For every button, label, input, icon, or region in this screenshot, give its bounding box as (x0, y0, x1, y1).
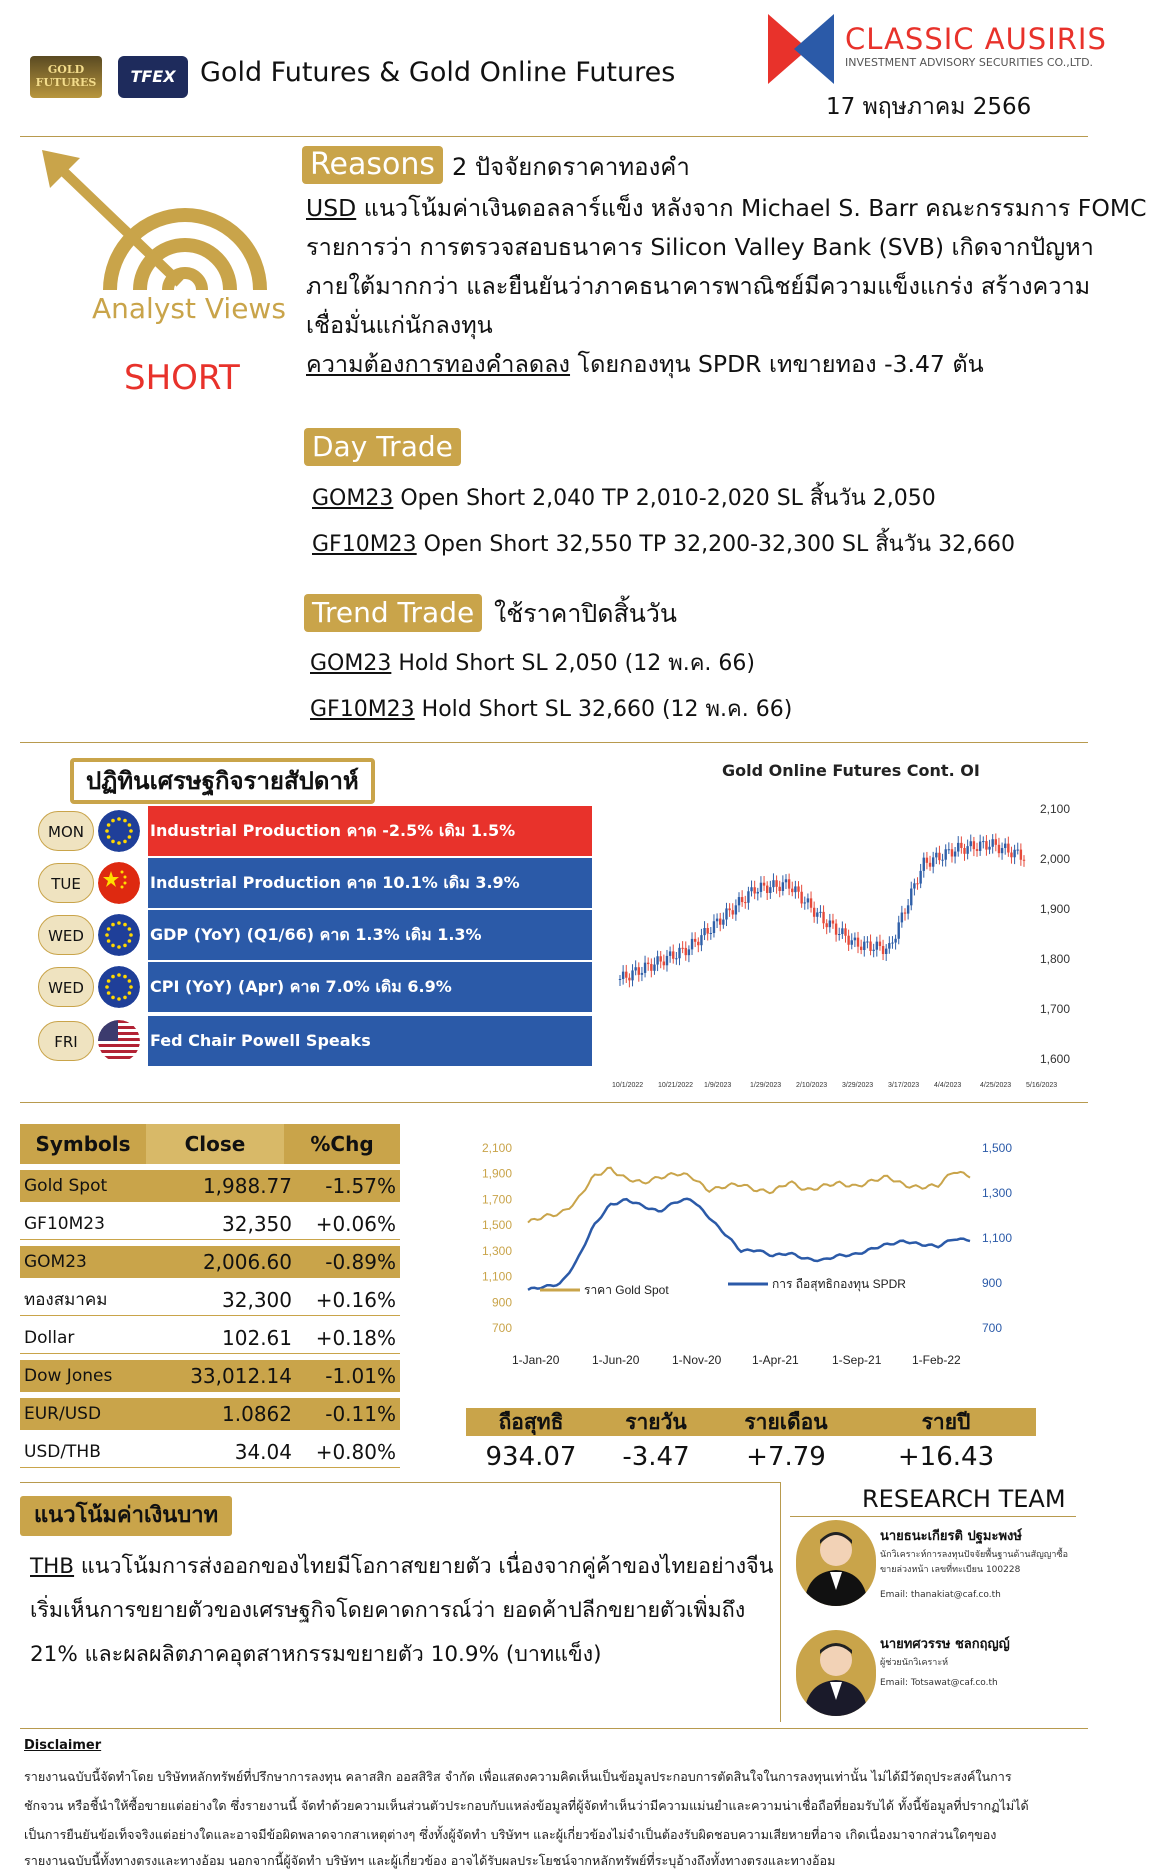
usd-reason-line-3: ภายใต้มากกว่า และยืนยันว่าภาคธนาคารพาณิชย์มีความแข็งแกร่ง สร้างความ (306, 272, 1091, 300)
symbol-close: 32,350 (222, 1212, 292, 1236)
candle-body (622, 972, 624, 979)
calendar-event: Fed Chair Powell Speaks (148, 1016, 592, 1066)
candle-body (910, 889, 912, 906)
y-tick-label: 1,700 (1040, 1002, 1071, 1016)
x-tick-label: 1/29/2023 (750, 1082, 782, 1089)
table-row (20, 1360, 400, 1392)
candle-body (753, 887, 755, 893)
symbol-name: USD/THB (24, 1442, 101, 1462)
us-flag-icon (98, 1020, 140, 1062)
candle-body (838, 934, 840, 935)
x-tick-label: 1-Apr-21 (752, 1353, 799, 1367)
candle-body (907, 905, 909, 913)
candle-body (656, 956, 658, 964)
candle-body (998, 845, 1000, 853)
candle-body (970, 841, 972, 846)
table-row (20, 1170, 400, 1202)
calendar-event: Industrial Production คาด -2.5% เดิม 1.5% (148, 806, 592, 856)
divider (20, 1482, 780, 1483)
candle-body (681, 948, 683, 949)
candle-body (935, 853, 937, 858)
candle-body (829, 920, 831, 927)
candle-body (807, 898, 809, 902)
stat-header-yearly: รายปี (921, 1410, 971, 1434)
candle-body (1017, 850, 1019, 851)
candle-body (835, 924, 837, 935)
calendar-day-label: WED (38, 915, 94, 955)
x-tick-label: 2/10/2023 (796, 1082, 828, 1089)
candle-body (710, 933, 712, 934)
candle-body (619, 979, 621, 980)
candle-body (941, 860, 943, 861)
calendar-event: Industrial Production คาด 10.1% เดิม 3.9% (148, 858, 592, 908)
candle-body (625, 972, 627, 978)
candle-body (979, 842, 981, 851)
candle-body (769, 887, 771, 893)
candle-body (960, 843, 962, 848)
x-tick-label: 1-Nov-20 (672, 1353, 722, 1367)
candle-body (738, 897, 740, 905)
y-right-tick-label: 700 (982, 1321, 1003, 1335)
candle-body (982, 841, 984, 842)
candle-body (885, 949, 887, 954)
trend-trade-label: Trend Trade (304, 594, 482, 632)
calendar-day-label: WED (38, 967, 94, 1007)
symbol-name: GF10M23 (24, 1214, 105, 1234)
y-left-tick-label: 1,500 (481, 1218, 512, 1233)
y-tick-label: 1,800 (1040, 952, 1071, 966)
candle-body (631, 970, 633, 980)
x-tick-label: 10/21/2022 (658, 1082, 694, 1089)
disclaimer-line: เป็นการยืนยันข้อเท็จจริงแต่อย่างใดและอาจมีข้อผิดพลาดจากสาเหตุต่างๆ ซึ่งทั้งผู้จัดทำ บริษัทฯ และผู้เกี่ยวข้องไม่จำเป็นต้องรับผิดชอบความเสียหายที่อาจ เกิดเนื่องมาจากส่วนใดๆของ (24, 1827, 997, 1842)
classic-ausiris-logo-icon (768, 14, 834, 84)
candle-body (879, 942, 881, 946)
candle-body (775, 880, 777, 887)
candle-body (985, 841, 987, 849)
candle-body (1001, 848, 1003, 853)
candle-body (863, 942, 865, 950)
y-left-tick-label: 900 (491, 1295, 512, 1310)
candle-body (647, 963, 649, 964)
table-row (20, 1398, 400, 1430)
candle-body (954, 852, 956, 857)
disclaimer-line: รายงานฉบับนี้จัดทำโดย บริษัทหลักทรัพย์ที่ปรึกษาการลงทุน คลาสสิก ออสสิริส จำกัด เพื่อแสดงความคิดเห็นเป็นข้อมูลประกอบการตัดสินใจในการลงทุนเท่านั้น ไม่ได้มีวัตถุประสงค์ในการ (24, 1769, 1012, 1784)
calendar-event: CPI (YoY) (Apr) คาด 7.0% เดิม 6.9% (148, 962, 592, 1012)
reasons-heading: 2 ปัจจัยกดราคาทองคำ (452, 153, 690, 181)
candle-body (700, 935, 702, 945)
candle-body (851, 940, 853, 944)
candle-body (735, 905, 737, 914)
candle-body (716, 919, 718, 922)
candle-body (951, 849, 953, 856)
eu-flag-icon (98, 810, 140, 852)
avatar (796, 1630, 876, 1716)
candle-body (669, 951, 671, 956)
candle-body (901, 913, 903, 923)
symbol-chg: -0.11% (325, 1402, 396, 1426)
candle-body (847, 936, 849, 945)
symbol-close: 34.04 (234, 1440, 292, 1464)
reasons-label: Reasons (302, 146, 443, 184)
candle-body (832, 920, 834, 923)
candle-body (722, 920, 724, 925)
stat-header-daily: รายวัน (625, 1410, 687, 1434)
candle-body (919, 871, 921, 884)
candle-body (800, 892, 802, 904)
baht-line-3: 21% และผลผลิตภาคอุตสาหกรรมขยายตัว 10.9% (บาทแข็ง) (30, 1642, 602, 1667)
day-trade-label: Day Trade (304, 428, 461, 466)
brand-name: CLASSIC AUSIRIS (845, 22, 1107, 56)
candle-body (634, 967, 636, 970)
baht-line-1: THB แนวโน้มการส่งออกของไทยมีโอกาสขยายตัว เนื่องจากคู่ค้าของไทยอย่างจีน (30, 1554, 774, 1579)
candle-body (688, 949, 690, 955)
candle-body (860, 947, 862, 950)
candle-body (973, 841, 975, 849)
symbol-chg: -1.57% (325, 1174, 396, 1198)
candle-body (650, 964, 652, 971)
divider (20, 742, 1088, 743)
candle-body (719, 919, 721, 925)
candle-body (763, 883, 765, 886)
x-tick-label: 3/29/2023 (842, 1082, 874, 1089)
usd-keyword: USD (306, 194, 357, 222)
candle-body (963, 848, 965, 854)
x-tick-label: 4/25/2023 (980, 1082, 1012, 1089)
y-left-tick-label: 1,300 (481, 1243, 512, 1258)
baht-line-2: เริ่มเห็นการขยายตัวของเศรษฐกิจโดยคาดการณ์ว่า ยอดค้าปลีกขยายตัวเพิ่มถึง (30, 1598, 746, 1623)
candle-body (797, 886, 799, 891)
stat-header-holding: ถือสุทธิ (498, 1410, 564, 1434)
candle-body (876, 942, 878, 950)
candle-body (926, 858, 928, 863)
candle-body (757, 892, 759, 894)
symbol-chg: -0.89% (325, 1250, 396, 1274)
candle-body (957, 843, 959, 852)
researcher-role: ผู้ช่วยนักวิเคราะห์ (880, 1658, 949, 1668)
candle-body (697, 942, 699, 945)
candle-body (1013, 850, 1015, 858)
stat-value-monthly: +7.79 (746, 1442, 826, 1472)
candle-body (791, 889, 793, 892)
y-tick-label: 2,000 (1040, 852, 1071, 866)
research-title-underline (790, 1516, 1076, 1517)
candle-body (945, 849, 947, 859)
calendar-title: ปฏิทินเศรษฐกิจรายสัปดาห์ (70, 758, 375, 804)
candle-body (1023, 860, 1025, 861)
baht-label: แนวโน้มค่าเงินบาท (20, 1496, 232, 1536)
candle-body (810, 898, 812, 907)
candle-body (894, 939, 896, 943)
symbols-table-header (20, 1124, 400, 1164)
candle-body (929, 863, 931, 867)
candle-body (653, 965, 655, 971)
header-close: Close (146, 1124, 284, 1164)
report-date: 17 พฤษภาคม 2566 (826, 94, 1032, 120)
disclaimer-line: ชักจวน หรือชี้นำให้ซื้อขายแต่อย่างใด ซึ่งรายงานนี้ จัดทำด้วยความเห็นส่วนตัวประกอบกับแหล่งข้อมูลที่ผู้จัดทำเห็นว่ามีความแม่นยำและความน่าเชื่อถือที่ยอมรับได้ ทั้งนี้ข้อมูลที่ปรากฏไม่ได้ (24, 1798, 1029, 1813)
oi-chart-title: Gold Online Futures Cont. OI (722, 761, 980, 780)
candle-body (663, 962, 665, 966)
header-symbols: Symbols (20, 1124, 146, 1164)
table-row (20, 1322, 400, 1354)
divider (20, 136, 1088, 137)
candle-body (991, 839, 993, 847)
candle-body (976, 849, 978, 851)
x-tick-label: 1-Sep-21 (832, 1353, 882, 1367)
symbol-chg: +0.16% (315, 1288, 396, 1312)
analyst-view-short: SHORT (124, 358, 240, 398)
candle-body (1004, 844, 1006, 848)
candle-body (675, 958, 677, 959)
x-tick-label: 10/1/2022 (612, 1082, 644, 1089)
x-tick-label: 4/4/2023 (934, 1082, 962, 1089)
stat-value-yearly: +16.43 (897, 1442, 995, 1472)
research-team-title: RESEARCH TEAM (862, 1485, 1066, 1513)
candle-body (916, 883, 918, 884)
candle-body (779, 887, 781, 891)
table-row (20, 1284, 400, 1316)
candle-body (898, 922, 900, 938)
candle-body (819, 912, 821, 913)
legend-spdr-label: การ ถือสุทธิกองทุน SPDR (772, 1277, 906, 1291)
y-tick-label: 1,600 (1040, 1052, 1071, 1066)
y-right-tick-label: 900 (982, 1276, 1003, 1290)
divider (20, 1728, 1088, 1729)
candle-body (882, 946, 884, 954)
table-row (20, 1208, 400, 1240)
candle-body (638, 967, 640, 975)
candle-body (988, 847, 990, 850)
candle-body (747, 891, 749, 902)
y-tick-label: 2,100 (1040, 802, 1071, 816)
researcher-name: นายทศวรรษ ชลกฤญญ์ (880, 1637, 1010, 1652)
candle-body (923, 858, 925, 871)
candle-body (866, 941, 868, 942)
eu-flag-icon (98, 966, 140, 1008)
trend-trade-note: ใช้ราคาปิดสิ้นวัน (494, 599, 677, 628)
calendar-day-label: MON (38, 811, 94, 851)
candle-body (750, 887, 752, 891)
candle-body (841, 928, 843, 934)
candle-body (854, 938, 856, 941)
candle-body (744, 902, 746, 903)
target-dart-icon (40, 148, 280, 298)
candle-body (844, 928, 846, 935)
candle-body (1007, 844, 1009, 853)
candle-body (888, 943, 890, 949)
y-right-tick-label: 1,100 (982, 1231, 1013, 1245)
candle-body (641, 973, 643, 975)
symbol-name: Dow Jones (24, 1366, 113, 1386)
symbol-name: EUR/USD (24, 1404, 102, 1424)
symbol-chg: -1.01% (325, 1364, 396, 1388)
y-left-tick-label: 1,100 (481, 1269, 512, 1284)
candle-body (678, 948, 680, 958)
x-tick-label: 5/16/2023 (1026, 1082, 1058, 1089)
tfex-logo: TFEX (118, 56, 188, 98)
candle-body (741, 897, 743, 902)
candle-body (694, 939, 696, 942)
spdr-chart (450, 1118, 1050, 1378)
legend-gold-label: ราคา Gold Spot (584, 1283, 669, 1297)
usd-reason-line-2: รายการว่า การตรวจสอบธนาคาร Silicon Valley Bank (SVB) เกิดจากปัญหา (306, 233, 1094, 261)
eu-flag-icon (98, 914, 140, 956)
trend-trade-item: GF10M23 Hold Short SL 32,660 (12 พ.ค. 66) (310, 697, 793, 722)
candle-body (732, 910, 734, 914)
candle-body (822, 912, 824, 923)
disclaimer-line: รายงานฉบับนี้ทั้งทางตรงและทางอ้อม นอกจากนี้ผู้จัดทำ บริษัทฯ และผู้เกี่ยวข้อง อาจได้รับผลประโยชน์จากหลักทรัพย์ที่ระบุอ้างถึงทั้งทางตรงและทางอ้อม (24, 1853, 836, 1868)
candle-body (660, 956, 662, 961)
candle-body (713, 921, 715, 933)
candle-body (794, 886, 796, 892)
candle-body (966, 846, 968, 854)
candle-body (932, 857, 934, 866)
candle-body (1020, 850, 1022, 860)
y-left-tick-label: 2,100 (481, 1141, 512, 1155)
demand-reason-line: ความต้องการทองคำลดลง โดยกองทุน SPDR เทขายทอง -3.47 ตัน (306, 350, 984, 378)
usd-reason-line-1: USD แนวโน้มค่าเงินดอลลาร์แข็ง หลังจาก Michael S. Barr คณะกรรมการ FOMC (306, 194, 1147, 222)
candle-body (913, 883, 915, 888)
gold-futures-logo: GOLD FUTURES (30, 56, 102, 98)
candle-body (857, 938, 859, 947)
x-tick-label: 1-Jun-20 (592, 1353, 640, 1367)
candle-body (672, 951, 674, 958)
candle-body (691, 939, 693, 949)
candle-body (628, 978, 630, 981)
candle-body (703, 928, 705, 935)
candle-body (785, 879, 787, 882)
candle-body (948, 849, 950, 850)
demand-keyword: ความต้องการทองคำลดลง (306, 350, 571, 378)
oi-chart (612, 795, 1078, 1095)
avatar (796, 1520, 876, 1606)
y-left-tick-label: 700 (491, 1321, 512, 1335)
stat-value-daily: -3.47 (622, 1442, 690, 1472)
stat-value-holding: 934.07 (485, 1442, 577, 1472)
usd-reason-line-4: เชื่อมั่นแก่นักลงทุน (306, 311, 493, 339)
calendar-event: GDP (YoY) (Q1/66) คาด 1.3% เดิม 1.3% (148, 910, 592, 960)
symbol-name: Gold Spot (24, 1176, 108, 1196)
day-trade-item: GF10M23 Open Short 32,550 TP 32,200-32,300 SL สิ้นวัน 32,660 (312, 532, 1016, 557)
symbol-name: GOM23 (24, 1252, 87, 1272)
y-right-tick-label: 1,500 (982, 1141, 1013, 1155)
divider (20, 1102, 1088, 1103)
symbol-close: 102.61 (222, 1326, 292, 1350)
china-flag-icon (98, 862, 140, 904)
candle-body (772, 880, 774, 887)
researcher-role: นักวิเคราะห์การลงทุนปัจจัยพื้นฐานด้านสัญญาซื้อขายล่วงหน้า เลขที่ทะเบียน 100228 (880, 1550, 1068, 1575)
calendar-day-label: TUE (38, 863, 94, 903)
trend-trade-item: GOM23 Hold Short SL 2,050 (12 พ.ค. 66) (310, 651, 755, 676)
candle-body (788, 879, 790, 888)
candle-body (813, 908, 815, 917)
symbol-close: 2,006.60 (202, 1250, 292, 1274)
table-row (20, 1436, 400, 1468)
candle-body (816, 912, 818, 916)
thb-keyword: THB (30, 1554, 75, 1579)
symbol-close: 33,012.14 (190, 1364, 292, 1388)
symbol-close: 1,988.77 (202, 1174, 292, 1198)
day-trade-item: GOM23 Open Short 2,040 TP 2,010-2,020 SL สิ้นวัน 2,050 (312, 486, 936, 511)
candle-body (904, 913, 906, 914)
candle-body (644, 963, 646, 973)
candle-body (872, 950, 874, 951)
x-tick-label: 3/17/2023 (888, 1082, 920, 1089)
symbol-name: Dollar (24, 1328, 75, 1348)
candle-body (891, 943, 893, 944)
candle-body (1010, 853, 1012, 858)
researcher-email: Email: Totsawat@caf.co.th (880, 1678, 998, 1688)
candle-body (766, 886, 768, 893)
y-left-tick-label: 1,700 (481, 1192, 512, 1207)
candle-body (825, 923, 827, 927)
symbol-close: 1.0862 (222, 1402, 292, 1426)
disclaimer-title: Disclaimer (24, 1738, 102, 1753)
symbol-chg: +0.18% (315, 1326, 396, 1350)
symbol-name: ทองสมาคม (24, 1290, 108, 1310)
gold-spot-line (528, 1168, 970, 1223)
y-right-tick-label: 1,300 (982, 1186, 1013, 1200)
header-chg: %Chg (284, 1124, 400, 1164)
analyst-views-caption: Analyst Views (92, 292, 286, 325)
researcher-name: นายธนะเกียรติ ปฐมะพงษ์ (880, 1529, 1022, 1544)
symbol-close: 32,300 (222, 1288, 292, 1312)
candle-body (685, 948, 687, 955)
candle-body (938, 853, 940, 860)
candle-body (760, 883, 762, 892)
y-left-tick-label: 1,900 (481, 1166, 512, 1181)
calendar-day-label: FRI (38, 1021, 94, 1061)
candle-body (728, 908, 730, 910)
candle-body (804, 902, 806, 903)
candle-body (869, 941, 871, 950)
brand-subtitle: INVESTMENT ADVISORY SECURITIES CO.,LTD. (845, 56, 1094, 69)
stat-header-monthly: รายเดือน (744, 1410, 828, 1434)
symbol-chg: +0.06% (315, 1212, 396, 1236)
vertical-divider (780, 1482, 781, 1722)
x-tick-label: 1/9/2023 (704, 1082, 732, 1089)
x-tick-label: 1-Feb-22 (912, 1353, 961, 1367)
candle-body (725, 908, 727, 919)
candle-body (782, 882, 784, 891)
symbol-chg: +0.80% (315, 1440, 396, 1464)
candle-body (666, 956, 668, 965)
page-title: Gold Futures & Gold Online Futures (200, 57, 676, 88)
x-tick-label: 1-Jan-20 (512, 1353, 560, 1367)
table-row (20, 1246, 400, 1278)
candle-body (995, 839, 997, 845)
y-tick-label: 1,900 (1040, 902, 1071, 916)
researcher-email: Email: thanakiat@caf.co.th (880, 1590, 1001, 1600)
candle-body (706, 928, 708, 934)
